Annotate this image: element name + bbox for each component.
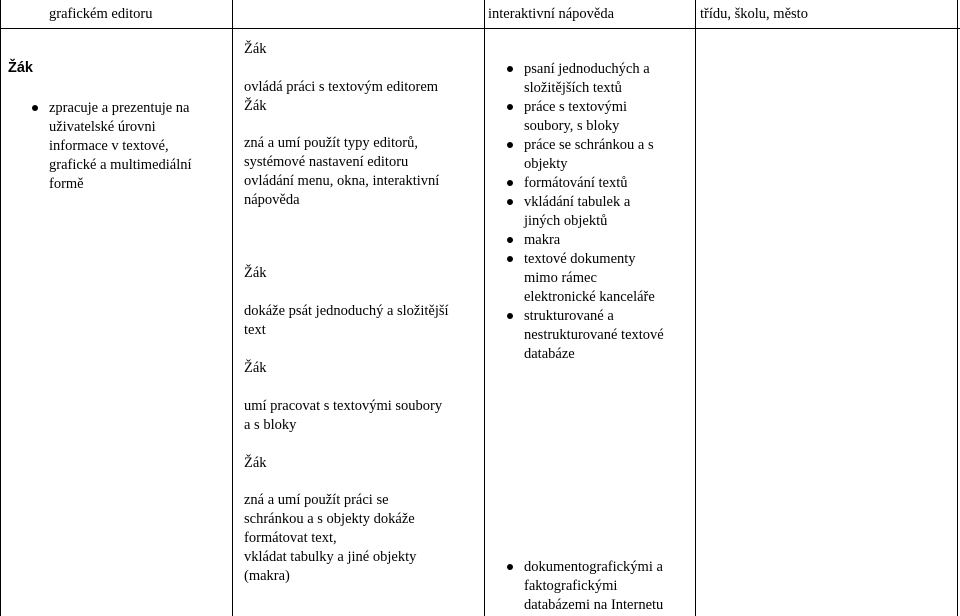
col2-s3-line: dokáže psát jednoduchý a složitější (244, 303, 449, 319)
col2-s2-line: ovládání menu, okna, interaktivní (244, 173, 440, 189)
row-divider (0, 28, 960, 29)
col2-s2-line: systémové nastavení editoru (244, 154, 409, 170)
list-item: strukturované a nestrukturované textové databáze (497, 307, 664, 364)
bullet-icon (507, 313, 513, 319)
col2-s2-line: zná a umí použít typy editorů, (244, 135, 418, 151)
col1-line: formě (49, 176, 84, 192)
list-item: práce se schránkou a s objekty (497, 136, 664, 174)
list-item: textové dokumenty mimo rámec elektronické kanceláře (497, 250, 664, 307)
col1-heading: Žák (8, 60, 33, 76)
col2-s5-line: vkládat tabulky a jiné objekty (244, 549, 417, 565)
col1-line: grafické a multimediální (49, 157, 192, 173)
bullet-icon (507, 142, 513, 148)
header-cell-3: interaktivní nápověda (488, 6, 615, 22)
col1-line: zpracuje a prezentuje na (49, 100, 190, 116)
col2-s3-heading: Žák (244, 265, 267, 281)
bullet-icon (507, 256, 513, 262)
list-item: práce s textovými soubory, s bloky (497, 98, 664, 136)
list-item: dokumentografickými a faktografickými databázemi na Internetu (497, 558, 663, 615)
col2-s2-heading: Žák (244, 98, 267, 114)
bullet-icon (507, 199, 513, 205)
header-cell-1: grafickém editoru (49, 6, 153, 22)
col2-s5-line: (makra) (244, 568, 290, 584)
col1-bullet (49, 99, 192, 194)
bullet-icon (507, 564, 513, 570)
header-cell-4: třídu, školu, město (700, 6, 808, 22)
bullet-icon (507, 66, 513, 72)
col2-s3-block (244, 302, 449, 340)
list-item: formátování textů (497, 174, 664, 193)
col2-s4-line: a s bloky (244, 417, 297, 433)
col2-s5-line: formátovat text, (244, 530, 337, 546)
col3-bottom-list (497, 558, 663, 615)
list-item: vkládání tabulek a jiných objektů (497, 193, 664, 231)
col2-s4-line: umí pracovat s textovými soubory (244, 398, 443, 414)
table-divider-2 (484, 0, 485, 616)
list-item: makra (497, 231, 664, 250)
bullet-icon (507, 180, 513, 186)
bullet-icon (32, 105, 38, 111)
table-border-right (957, 0, 958, 616)
col2-s2-block (244, 134, 439, 210)
table-divider-1 (232, 0, 233, 616)
bullet-icon (507, 237, 513, 243)
bullet-icon (507, 104, 513, 110)
col2-s5-line: zná a umí použít práci se (244, 492, 389, 508)
col2-s1-line: ovládá práci s textovým editorem (244, 79, 439, 95)
table-border-left (0, 0, 1, 616)
col2-s5-heading: Žák (244, 455, 267, 471)
col2-s2-line: nápověda (244, 192, 300, 208)
col2-s5-block (244, 491, 416, 586)
col1-line: uživatelské úrovni (49, 119, 156, 135)
col2-s4-heading: Žák (244, 360, 267, 376)
table-divider-3 (695, 0, 696, 616)
list-item: psaní jednoduchých a složitějších textů (497, 60, 664, 98)
col1-line: informace v textové, (49, 138, 169, 154)
col2-s5-line: schránkou a s objekty dokáže (244, 511, 415, 527)
col3-list (497, 60, 664, 364)
col2-s3-line: text (244, 322, 266, 338)
col2-s1-heading: Žák (244, 41, 267, 57)
col2-s4-block (244, 397, 442, 435)
